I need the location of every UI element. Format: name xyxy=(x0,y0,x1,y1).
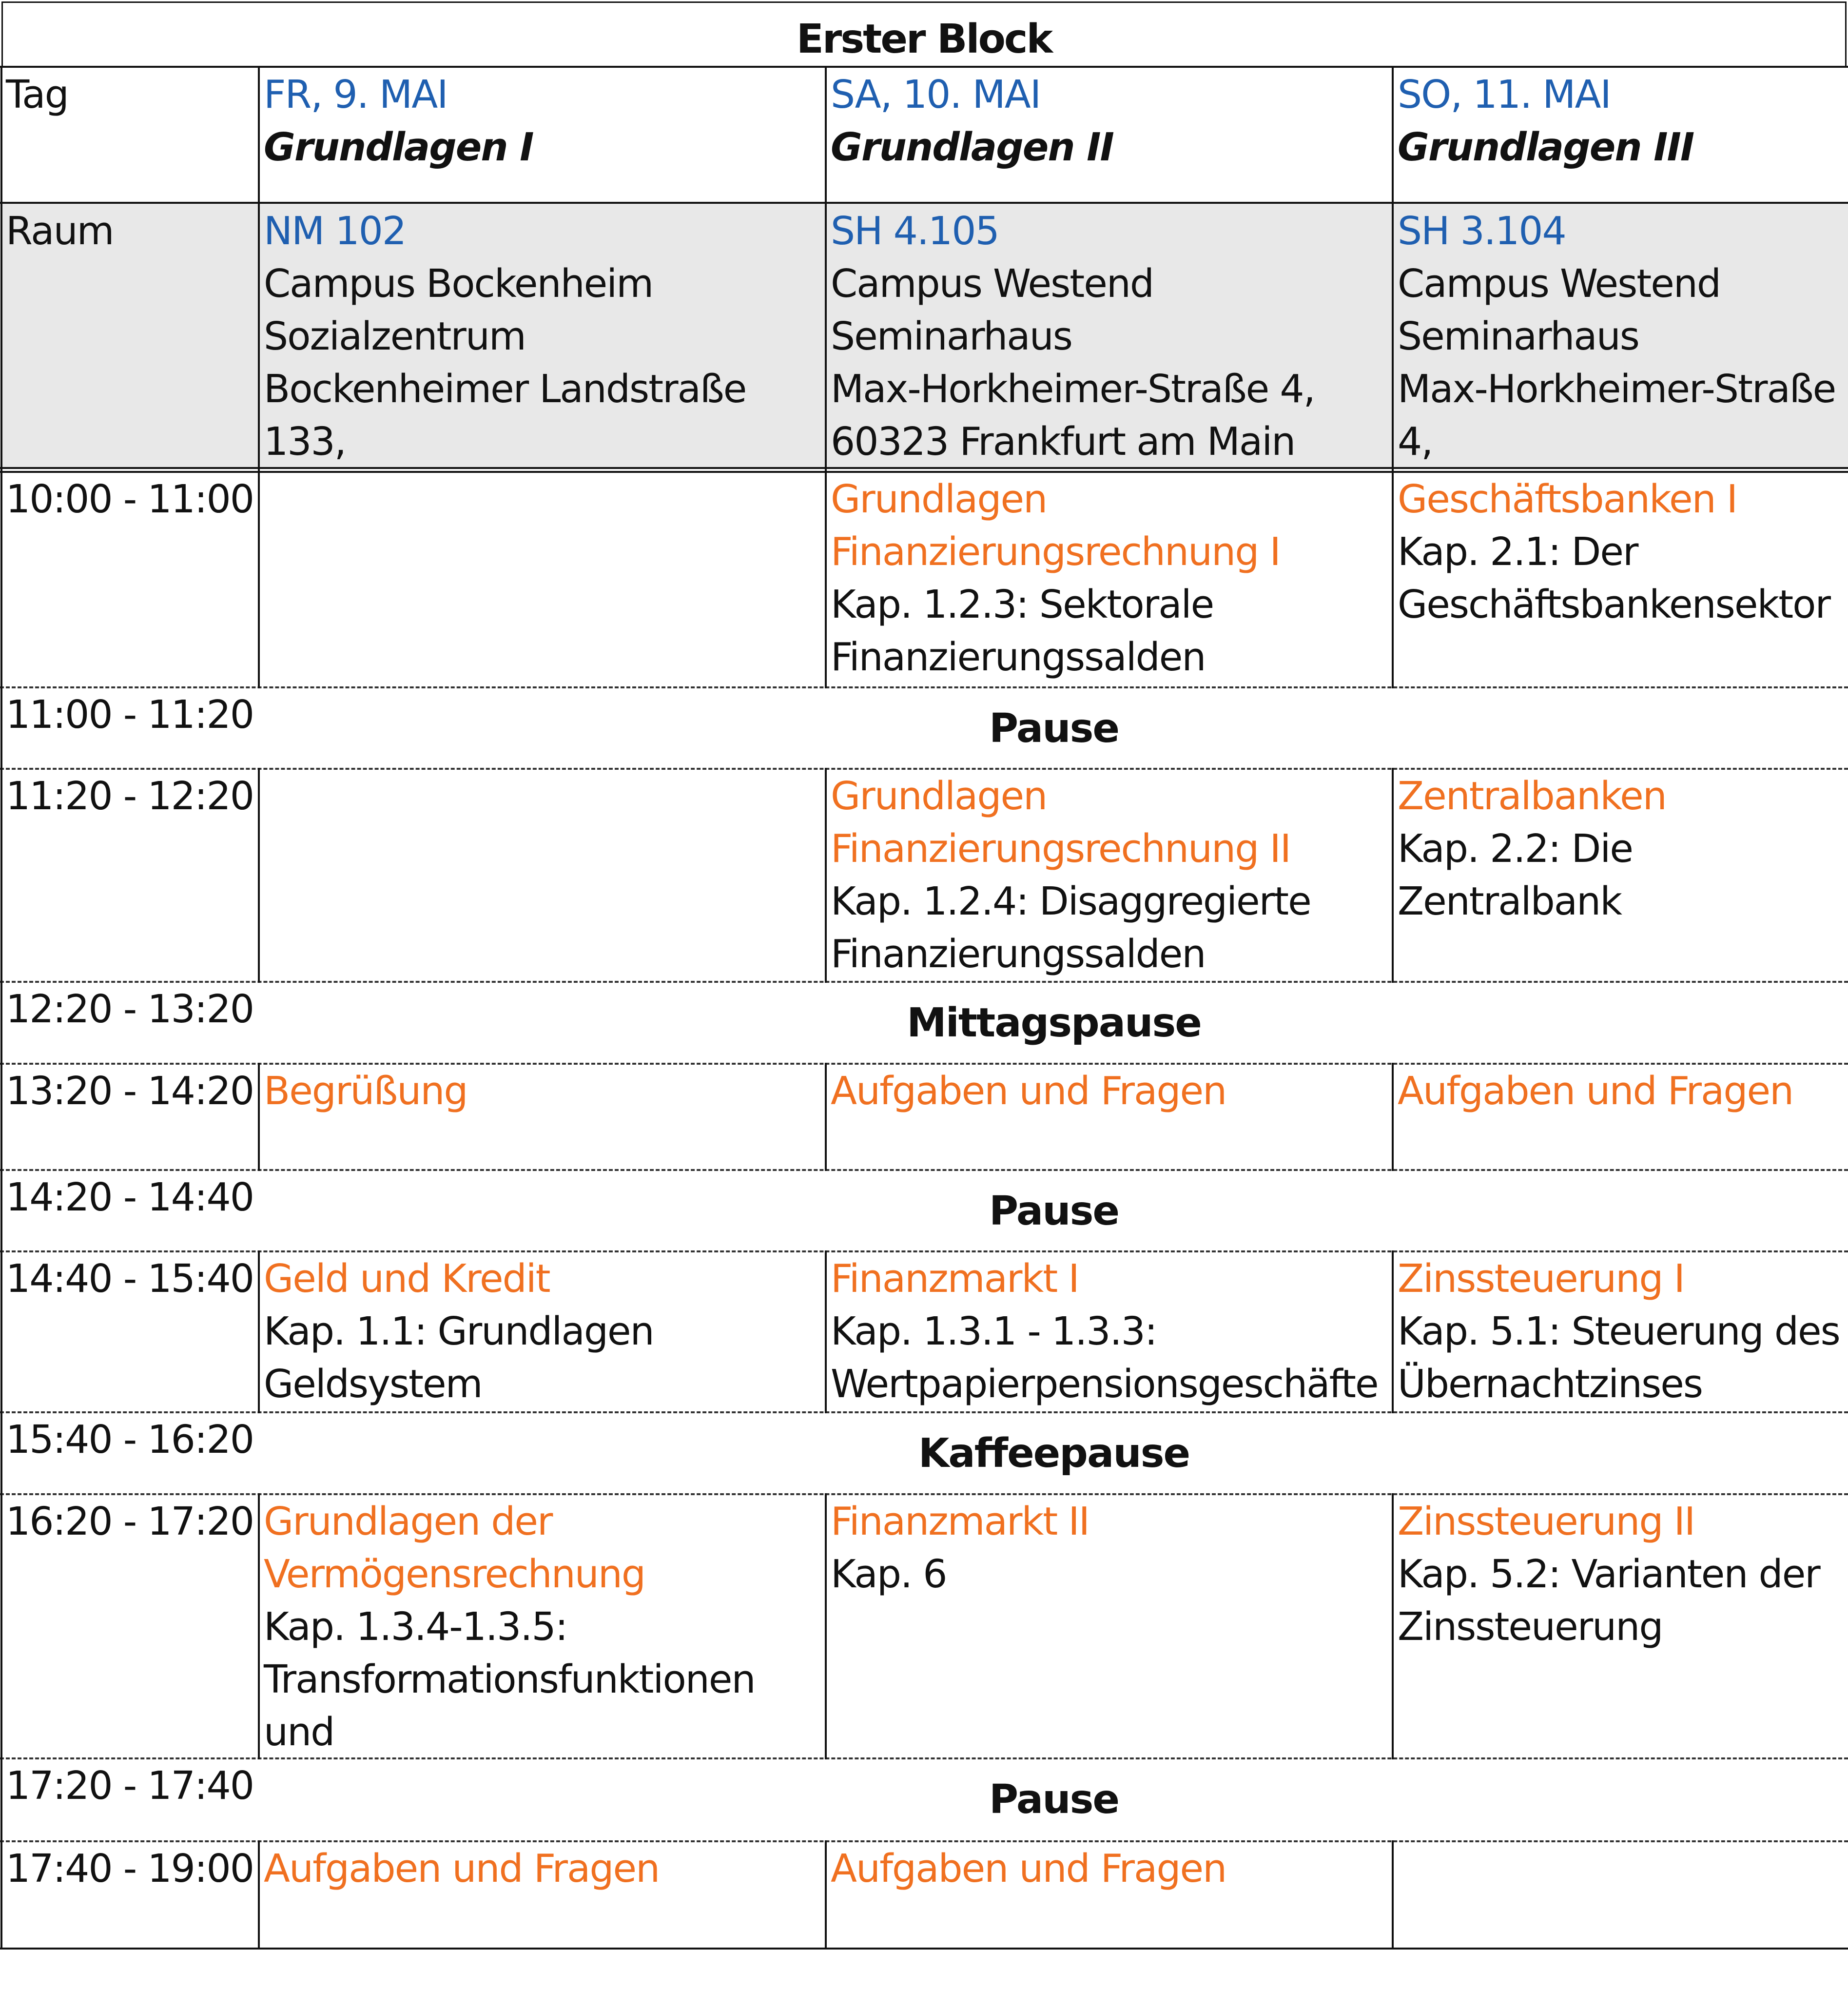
session-title: Aufgaben und Fragen xyxy=(1398,1069,1793,1113)
room-so xyxy=(1394,205,1848,466)
time-slot: 15:40 - 16:20 xyxy=(6,1417,254,1462)
address-line: 60323 Frankfurt am Main xyxy=(831,419,1295,464)
session-text: Kap. 5.2: Varianten der xyxy=(1398,1552,1820,1597)
session-text: Finanzierungssalden xyxy=(831,932,1206,976)
day-topic: Grundlagen II xyxy=(831,125,1113,170)
session-text: Transformationsfunktionen und xyxy=(264,1657,755,1755)
divider xyxy=(258,768,260,983)
session-text: Geschäftsbankensektor xyxy=(1398,582,1830,627)
room-fr xyxy=(260,205,823,466)
time-slot: 11:00 - 11:20 xyxy=(6,692,254,737)
address-line: Campus Westend xyxy=(1398,261,1721,306)
session-cell xyxy=(260,1842,823,1946)
session-cell xyxy=(827,1065,1390,1168)
session-cell xyxy=(260,1495,823,1755)
session-title: Aufgaben und Fragen xyxy=(831,1069,1226,1113)
divider xyxy=(0,1948,1848,1950)
time-slot: 10:00 - 11:00 xyxy=(6,477,254,522)
address-line: Max-Horkheimer-Straße 4, xyxy=(831,367,1315,411)
divider xyxy=(0,66,1848,68)
session-text: Kap. 2.2: Die Zentralbank xyxy=(1398,826,1633,924)
session-cell xyxy=(827,770,1390,979)
room-number: SH 4.105 xyxy=(831,209,999,254)
break-label: Pause xyxy=(989,1776,1119,1823)
address-line: Sozialzentrum xyxy=(264,314,525,359)
session-cell xyxy=(1394,1252,1848,1409)
session-title: Finanzmarkt I xyxy=(831,1256,1079,1301)
room-sa xyxy=(827,205,1390,466)
address-line: Seminarhaus xyxy=(1398,314,1639,359)
break-label: Pause xyxy=(989,705,1119,752)
session-title: Finanzmarkt II xyxy=(831,1499,1089,1544)
session-title: Begrüßung xyxy=(264,1069,467,1113)
day-topic: Grundlagen III xyxy=(1398,125,1694,170)
session-title: Grundlagen der xyxy=(264,1499,552,1544)
session-cell xyxy=(1394,1065,1848,1168)
raum-label: Raum xyxy=(6,209,114,254)
session-cell xyxy=(1394,473,1848,685)
day-header-so xyxy=(1394,68,1848,200)
session-title: Geschäftsbanken I xyxy=(1398,477,1737,522)
time-slot: 14:20 - 14:40 xyxy=(6,1175,254,1220)
day-date: SA, 10. MAI xyxy=(831,72,1041,117)
address-line: Max-Horkheimer-Straße 4, xyxy=(1398,367,1836,464)
session-text: Kap. 1.3.4-1.3.5: xyxy=(264,1604,567,1649)
divider xyxy=(0,467,1848,469)
session-cell xyxy=(260,1065,823,1168)
session-text: Zinssteuerung xyxy=(1398,1604,1663,1649)
time-slot: 11:20 - 12:20 xyxy=(6,774,254,819)
time-slot: 16:20 - 17:20 xyxy=(6,1499,254,1544)
divider xyxy=(1392,1840,1394,1950)
session-title: Finanzierungsrechnung I xyxy=(831,529,1280,574)
session-text: Wertpapierpensionsgeschäfte xyxy=(831,1362,1378,1406)
session-text: Kap. 1.3.1 - 1.3.3: xyxy=(831,1309,1157,1354)
session-title: Zentralbanken xyxy=(1398,774,1666,819)
time-slot: 17:20 - 17:40 xyxy=(6,1763,254,1808)
address-line: Campus Westend xyxy=(831,261,1154,306)
address-line: Campus Bockenheim xyxy=(264,261,653,306)
session-title: Grundlagen xyxy=(831,774,1047,819)
session-title: Grundlagen xyxy=(831,477,1047,522)
time-slot: 14:40 - 15:40 xyxy=(6,1256,254,1301)
session-title: Geld und Kredit xyxy=(264,1256,550,1301)
session-text: Kap. 1.2.3: Sektorale xyxy=(831,582,1214,627)
session-text: Kap. 5.1: Steuerung des xyxy=(1398,1309,1840,1354)
session-cell xyxy=(260,1252,823,1409)
schedule-title: Erster Block xyxy=(1,1,1847,66)
break-label: Kaffeepause xyxy=(918,1430,1190,1477)
time-slot: 12:20 - 13:20 xyxy=(6,987,254,1032)
session-title: Vermögensrechnung xyxy=(264,1552,645,1597)
session-text: Finanzierungssalden xyxy=(831,635,1206,680)
session-cell xyxy=(827,1252,1390,1409)
break-label: Mittagspause xyxy=(907,1000,1201,1046)
day-date: FR, 9. MAI xyxy=(264,72,447,117)
address-line: Seminarhaus xyxy=(831,314,1072,359)
day-date: SO, 11. MAI xyxy=(1398,72,1611,117)
time-slot: 17:40 - 19:00 xyxy=(6,1846,254,1891)
tag-label: Tag xyxy=(6,72,68,117)
session-text: Kap. 6 xyxy=(831,1552,947,1597)
session-cell xyxy=(827,1842,1390,1946)
day-topic: Grundlagen I xyxy=(264,125,533,170)
session-title: Zinssteuerung II xyxy=(1398,1499,1695,1544)
session-cell xyxy=(827,1495,1390,1755)
break-label: Pause xyxy=(989,1188,1119,1234)
time-slot: 13:20 - 14:20 xyxy=(6,1069,254,1113)
session-text: Kap. 2.1: Der xyxy=(1398,529,1638,574)
session-title: Zinssteuerung I xyxy=(1398,1256,1684,1301)
session-title: Finanzierungsrechnung II xyxy=(831,826,1291,871)
session-title: Aufgaben und Fragen xyxy=(831,1846,1226,1891)
session-text: Kap. 1.1: Grundlagen Geldsystem xyxy=(264,1309,654,1406)
address-line: Bockenheimer Landstraße 133, xyxy=(264,367,746,464)
day-header-fr xyxy=(260,68,823,200)
session-cell xyxy=(827,473,1390,685)
session-cell xyxy=(1394,1495,1848,1755)
session-title: Aufgaben und Fragen xyxy=(264,1846,660,1891)
session-cell xyxy=(1394,770,1848,979)
room-number: SH 3.104 xyxy=(1398,209,1566,254)
day-header-sa xyxy=(827,68,1390,200)
room-number: NM 102 xyxy=(264,209,406,254)
session-text: Übernachtzinses xyxy=(1398,1362,1703,1406)
session-text: Kap. 1.2.4: Disaggregierte xyxy=(831,879,1311,924)
